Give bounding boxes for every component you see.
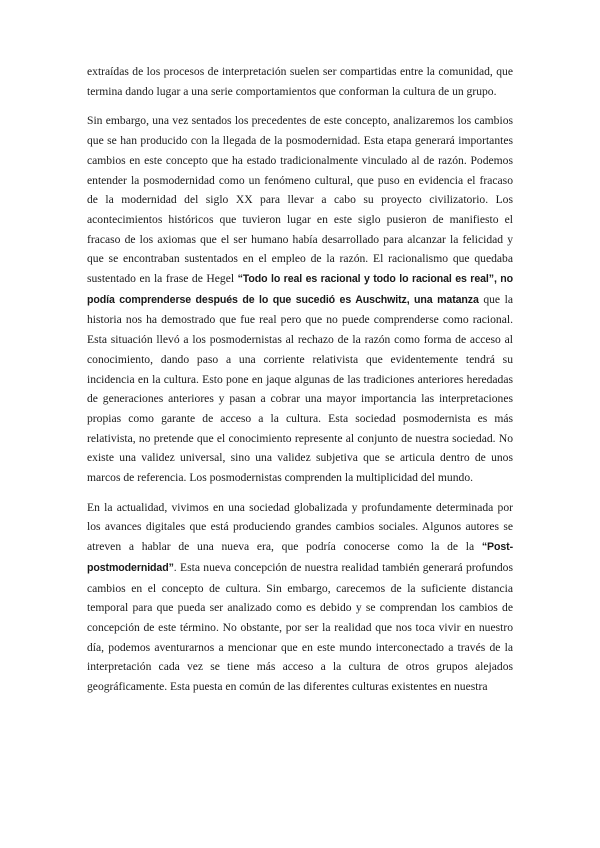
hegel-quote: “Todo lo real es racional y todo lo racional es real”, no podía comprenderse después de lo que sucedió es Auschwitz, una matanza [87, 273, 514, 306]
paragraph-2 [87, 111, 513, 487]
paragraph-3 [87, 498, 513, 697]
paragraph-2-text-a: Sin embargo, una vez sentados los precedentes de este concepto, analizaremos los cambios que se han producido con la llegada de la posmodernidad. Esta etapa generará importantes cambios en este concepto que ha estado tradicionalmente vinculado al de razón. Podemos entender la posmodernidad como un fenómeno cultural, que puso en evidencia el fracaso de la modernidad del siglo XX para llevar a cabo su proyecto civilizatorio. Los acontecimientos históricos que tuvieron lugar en este siglo pusieron de manifiesto el fracaso de los axiomas que el ser humano había desarrollado para alcanzar la felicidad y que se encontraban sustentados en el empleo de la razón. El racionalismo que quedaba sustentado en la frase de Hegel [87, 114, 513, 286]
post-postmodernidad-term: “Post-postmodernidad” [87, 541, 513, 574]
paragraph-3-text-b: . Esta nueva concepción de nuestra realidad también generará profundos cambios en el concepto de cultura. Sin embargo, carecemos de la suficiente distancia temporal para que pueda ser analizado como es debido y se comprendan los cambios de concepción de este término. No obstante, por ser la realidad que nos toca vivir en nuestro día, podemos aventurarnos a mencionar que en este mundo interconectado a través de la interpretación cada vez se tiene más acceso a la cultura de otros grupos alejados geográficamente. Esta puesta en común de las diferentes culturas existentes en nuestra [87, 560, 513, 694]
paragraph-3-text-a: En la actualidad, vivimos en una sociedad globalizada y profundamente determinada por los avances digitales que está produciendo grandes cambios sociales. Algunos autores se atreven a hablar de una nueva era, que podría conocerse como la de la [87, 500, 513, 554]
paragraph-1: extraídas de los procesos de interpretación suelen ser compartidas entre la comunidad, que termina dando lugar a una serie comportamientos que conforman la cultura de un grupo. [87, 65, 513, 98]
paragraph-2-text-b: que la historia nos ha demostrado que fue real pero que no puede comprenderse como racional. Esta situación llevó a los posmodernistas al rechazo de la razón como forma de acceso al conocimiento, dando paso a una corriente relativista que evidentemente tendrá su incidencia en la cultura. Esto pone en jaque algunas de las tradiciones anteriores heredadas de generaciones anteriores y pasan a cobrar una mayor importancia las interpretaciones propias como garante de acceso a la cultura. Esta sociedad posmodernista es más relativista, no pretende que el conocimiento represente al conjunto de nuestra sociedad. No existe una validez universal, sino una validez subjetiva que se articula dentro de unos marcos de referencia. Los posmodernistas comprenden la multiplicidad del mundo. [87, 292, 513, 485]
